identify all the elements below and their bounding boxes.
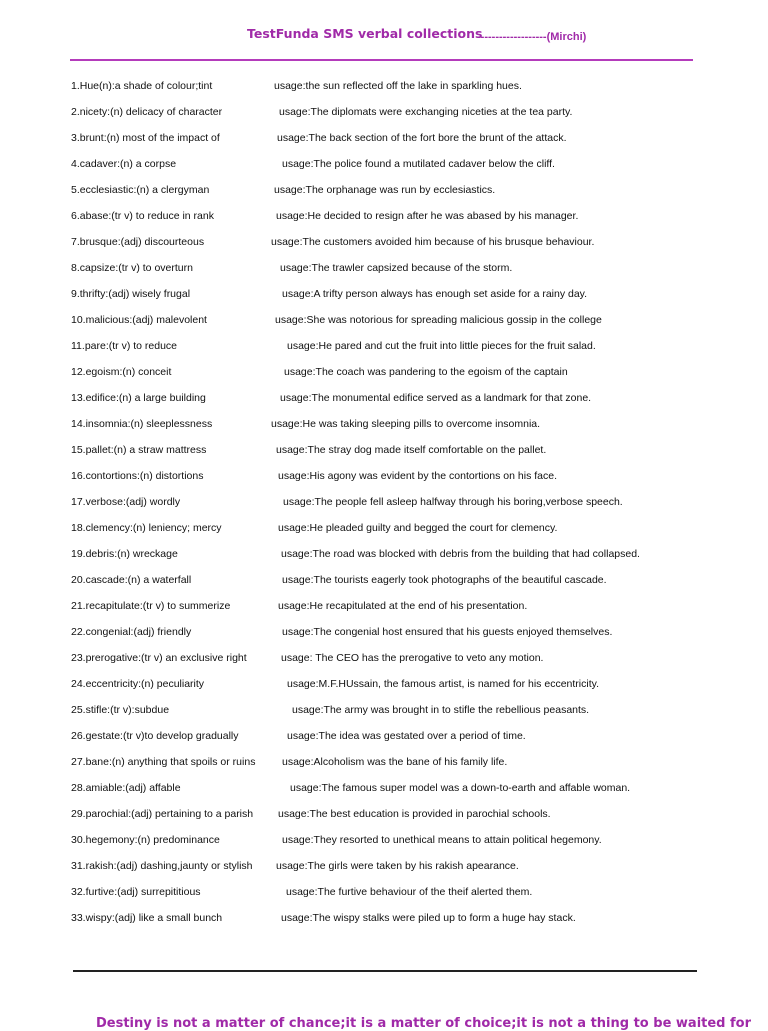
vocab-usage: usage:The girls were taken by his rakish apearance. bbox=[276, 860, 519, 872]
vocab-usage: usage:The diplomats were exchanging niceties at the tea party. bbox=[279, 106, 573, 118]
author-credit: -------------------(Mirchi) bbox=[477, 31, 587, 43]
vocab-usage: usage:The furtive behaviour of the theif alerted them. bbox=[286, 886, 533, 898]
vocab-entry bbox=[0, 260, 768, 286]
vocab-term: 7.brusque:(adj) discourteous bbox=[71, 236, 205, 248]
vocab-entry bbox=[0, 156, 768, 182]
vocab-usage: usage:M.F.HUssain, the famous artist, is named for his eccentricity. bbox=[287, 678, 600, 690]
vocab-entry bbox=[0, 182, 768, 208]
vocab-entry bbox=[0, 208, 768, 234]
vocab-term: 2.nicety:(n) delicacy of character bbox=[71, 106, 223, 118]
vocab-term: 32.furtive:(adj) surrepititious bbox=[71, 886, 201, 898]
vocab-entry bbox=[0, 78, 768, 104]
vocab-usage: usage:They resorted to unethical means to attain political hegemony. bbox=[282, 834, 602, 846]
vocab-usage: usage:His agony was evident by the contortions on his face. bbox=[278, 470, 557, 482]
vocab-usage: usage:the sun reflected off the lake in sparkling hues. bbox=[274, 80, 522, 92]
vocab-term: 19.debris:(n) wreckage bbox=[71, 548, 178, 560]
vocab-usage: usage:The tourists eagerly took photographs of the beautiful cascade. bbox=[282, 574, 607, 586]
vocab-usage: usage:He recapitulated at the end of his presentation. bbox=[278, 600, 528, 612]
vocab-term: 20.cascade:(n) a waterfall bbox=[71, 574, 192, 586]
vocab-term: 29.parochial:(adj) pertaining to a parish bbox=[71, 808, 254, 820]
vocab-usage: usage:The police found a mutilated cadaver below the cliff. bbox=[282, 158, 555, 170]
vocab-entry bbox=[0, 858, 768, 884]
vocab-usage: usage:Alcoholism was the bane of his family life. bbox=[282, 756, 508, 768]
vocab-usage: usage:He pleaded guilty and begged the court for clemency. bbox=[278, 522, 558, 534]
footer-quote: Destiny is not a matter of chance;it is a matter of choice;it is not a thing to be waited for bbox=[96, 1016, 752, 1031]
vocab-term: 24.eccentricity:(n) peculiarity bbox=[71, 678, 205, 690]
vocab-usage: usage:The army was brought in to stifle the rebellious peasants. bbox=[292, 704, 590, 716]
vocab-usage: usage: The CEO has the prerogative to veto any motion. bbox=[281, 652, 544, 664]
vocab-usage: usage:The trawler capsized because of the storm. bbox=[280, 262, 513, 274]
vocab-entry bbox=[0, 910, 768, 936]
vocab-term: 21.recapitulate:(tr v) to summerize bbox=[71, 600, 231, 612]
vocab-usage: usage:He pared and cut the fruit into little pieces for the fruit salad. bbox=[287, 340, 596, 352]
vocab-usage: usage:She was notorious for spreading malicious gossip in the college bbox=[275, 314, 602, 326]
vocab-entry bbox=[0, 390, 768, 416]
vocab-term: 4.cadaver:(n) a corpse bbox=[71, 158, 177, 170]
header-divider bbox=[70, 59, 693, 61]
page-header bbox=[0, 24, 768, 48]
vocab-usage: usage:The wispy stalks were piled up to form a huge hay stack. bbox=[281, 912, 576, 924]
vocab-entry bbox=[0, 234, 768, 260]
vocab-entry bbox=[0, 416, 768, 442]
vocab-entry bbox=[0, 650, 768, 676]
vocab-usage: usage:A trifty person always has enough set aside for a rainy day. bbox=[282, 288, 588, 300]
vocab-entry bbox=[0, 728, 768, 754]
vocab-term: 14.insomnia:(n) sleeplessness bbox=[71, 418, 213, 430]
vocab-usage: usage:The road was blocked with debris from the building that had collapsed. bbox=[281, 548, 640, 560]
vocab-term: 23.prerogative:(tr v) an exclusive right bbox=[71, 652, 247, 664]
vocab-term: 12.egoism:(n) conceit bbox=[71, 366, 172, 378]
vocab-term: 26.gestate:(tr v)to develop gradually bbox=[71, 730, 239, 742]
vocab-term: 16.contortions:(n) distortions bbox=[71, 470, 204, 482]
vocab-term: 3.brunt:(n) most of the impact of bbox=[71, 132, 220, 144]
vocab-entry bbox=[0, 442, 768, 468]
vocabulary-list bbox=[0, 78, 768, 936]
vocab-entry bbox=[0, 104, 768, 130]
vocab-usage: usage:The famous super model was a down-to-earth and affable woman. bbox=[290, 782, 631, 794]
vocab-usage: usage:The coach was pandering to the egoism of the captain bbox=[284, 366, 568, 378]
vocab-term: 1.Hue(n):a shade of colour;tint bbox=[71, 80, 213, 92]
vocab-term: 15.pallet:(n) a straw mattress bbox=[71, 444, 207, 456]
vocab-entry bbox=[0, 832, 768, 858]
vocab-entry bbox=[0, 806, 768, 832]
vocab-usage: usage:The back section of the fort bore the brunt of the attack. bbox=[277, 132, 567, 144]
vocab-entry bbox=[0, 130, 768, 156]
vocab-entry bbox=[0, 520, 768, 546]
footer-divider bbox=[73, 970, 697, 972]
vocab-term: 30.hegemony:(n) predominance bbox=[71, 834, 220, 846]
vocab-term: 31.rakish:(adj) dashing,jaunty or stylish bbox=[71, 860, 253, 872]
vocab-term: 6.abase:(tr v) to reduce in rank bbox=[71, 210, 214, 222]
vocab-term: 8.capsize:(tr v) to overturn bbox=[71, 262, 193, 274]
vocab-term: 22.congenial:(adj) friendly bbox=[71, 626, 192, 638]
vocab-entry bbox=[0, 338, 768, 364]
vocab-term: 10.malicious:(adj) malevolent bbox=[71, 314, 207, 326]
vocab-usage: usage:The monumental edifice served as a landmark for that zone. bbox=[280, 392, 592, 404]
vocab-entry bbox=[0, 884, 768, 910]
vocab-term: 33.wispy:(adj) like a small bunch bbox=[71, 912, 223, 924]
vocab-entry bbox=[0, 312, 768, 338]
vocab-entry bbox=[0, 676, 768, 702]
vocab-term: 18.clemency:(n) leniency; mercy bbox=[71, 522, 222, 534]
vocab-usage: usage:The congenial host ensured that his guests enjoyed themselves. bbox=[282, 626, 613, 638]
vocab-entry bbox=[0, 468, 768, 494]
vocab-term: 27.bane:(n) anything that spoils or ruins bbox=[71, 756, 256, 768]
vocab-term: 28.amiable:(adj) affable bbox=[71, 782, 181, 794]
vocab-entry bbox=[0, 780, 768, 806]
vocab-entry bbox=[0, 494, 768, 520]
vocab-term: 25.stifle:(tr v):subdue bbox=[71, 704, 170, 716]
vocab-usage: usage:The customers avoided him because of his brusque behaviour. bbox=[271, 236, 595, 248]
vocab-entry bbox=[0, 364, 768, 390]
vocab-usage: usage:He was taking sleeping pills to overcome insomnia. bbox=[271, 418, 541, 430]
vocab-term: 13.edifice:(n) a large building bbox=[71, 392, 206, 404]
vocab-entry bbox=[0, 286, 768, 312]
vocab-entry bbox=[0, 702, 768, 728]
vocab-usage: usage:The stray dog made itself comfortable on the pallet. bbox=[276, 444, 547, 456]
vocab-entry bbox=[0, 754, 768, 780]
vocab-entry bbox=[0, 546, 768, 572]
vocab-term: 9.thrifty:(adj) wisely frugal bbox=[71, 288, 191, 300]
vocab-usage: usage:The people fell asleep halfway through his boring,verbose speech. bbox=[283, 496, 623, 508]
vocab-term: 17.verbose:(adj) wordly bbox=[71, 496, 181, 508]
vocab-entry bbox=[0, 598, 768, 624]
vocab-term: 11.pare:(tr v) to reduce bbox=[71, 340, 178, 352]
vocab-usage: usage:The idea was gestated over a period of time. bbox=[287, 730, 526, 742]
vocab-usage: usage:The best education is provided in parochial schools. bbox=[278, 808, 551, 820]
vocab-entry bbox=[0, 572, 768, 598]
vocab-term: 5.ecclesiastic:(n) a clergyman bbox=[71, 184, 210, 196]
vocab-entry bbox=[0, 624, 768, 650]
document-title: TestFunda SMS verbal collections bbox=[247, 26, 483, 41]
vocab-usage: usage:The orphanage was run by ecclesiastics. bbox=[274, 184, 496, 196]
vocab-usage: usage:He decided to resign after he was abased by his manager. bbox=[276, 210, 579, 222]
